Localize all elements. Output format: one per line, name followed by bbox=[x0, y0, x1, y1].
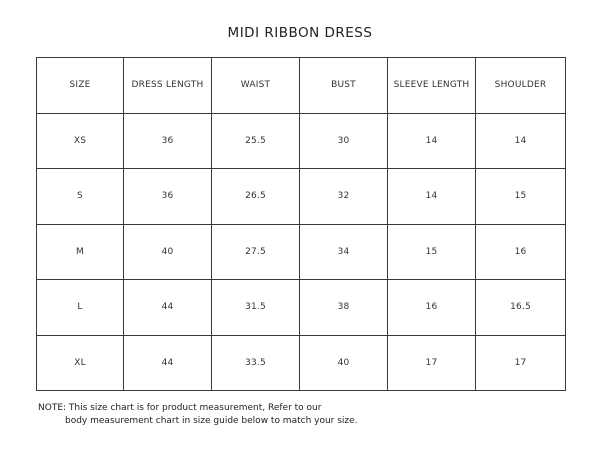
cell-bust: 32 bbox=[300, 169, 388, 225]
header-sleeve-length: SLEEVE LENGTH bbox=[388, 58, 476, 114]
cell-bust: 30 bbox=[300, 113, 388, 169]
note-line-2: body measurement chart in size guide below to match your size. bbox=[65, 416, 358, 426]
header-size: SIZE bbox=[37, 58, 124, 114]
table-row bbox=[37, 224, 566, 280]
cell-size: S bbox=[37, 169, 124, 225]
header-waist: WAIST bbox=[212, 58, 300, 114]
cell-sleeve-length: 15 bbox=[388, 224, 476, 280]
cell-size: L bbox=[37, 280, 124, 336]
table-header-row bbox=[37, 58, 566, 114]
cell-dress-length: 36 bbox=[124, 169, 212, 225]
cell-size: M bbox=[37, 224, 124, 280]
cell-dress-length: 40 bbox=[124, 224, 212, 280]
cell-bust: 34 bbox=[300, 224, 388, 280]
table-row bbox=[37, 280, 566, 336]
cell-size: XL bbox=[37, 335, 124, 391]
size-chart-table bbox=[36, 57, 566, 391]
table-row bbox=[37, 169, 566, 225]
cell-dress-length: 44 bbox=[124, 335, 212, 391]
note-line-1: NOTE: This size chart is for product measurement, Refer to our bbox=[38, 403, 322, 413]
cell-sleeve-length: 17 bbox=[388, 335, 476, 391]
cell-sleeve-length: 14 bbox=[388, 169, 476, 225]
cell-size: XS bbox=[37, 113, 124, 169]
cell-sleeve-length: 16 bbox=[388, 280, 476, 336]
header-shoulder: SHOULDER bbox=[476, 58, 566, 114]
cell-bust: 38 bbox=[300, 280, 388, 336]
cell-dress-length: 36 bbox=[124, 113, 212, 169]
cell-bust: 40 bbox=[300, 335, 388, 391]
cell-dress-length: 44 bbox=[124, 280, 212, 336]
cell-shoulder: 15 bbox=[476, 169, 566, 225]
page-title: MIDI RIBBON DRESS bbox=[227, 25, 373, 41]
header-bust: BUST bbox=[300, 58, 388, 114]
table-row bbox=[37, 335, 566, 391]
cell-shoulder: 17 bbox=[476, 335, 566, 391]
cell-shoulder: 16 bbox=[476, 224, 566, 280]
cell-shoulder: 16.5 bbox=[476, 280, 566, 336]
cell-waist: 27.5 bbox=[212, 224, 300, 280]
cell-shoulder: 14 bbox=[476, 113, 566, 169]
header-dress-length: DRESS LENGTH bbox=[124, 58, 212, 114]
cell-waist: 25.5 bbox=[212, 113, 300, 169]
cell-waist: 33.5 bbox=[212, 335, 300, 391]
table-row bbox=[37, 113, 566, 169]
cell-sleeve-length: 14 bbox=[388, 113, 476, 169]
cell-waist: 26.5 bbox=[212, 169, 300, 225]
size-note bbox=[38, 402, 358, 428]
cell-waist: 31.5 bbox=[212, 280, 300, 336]
